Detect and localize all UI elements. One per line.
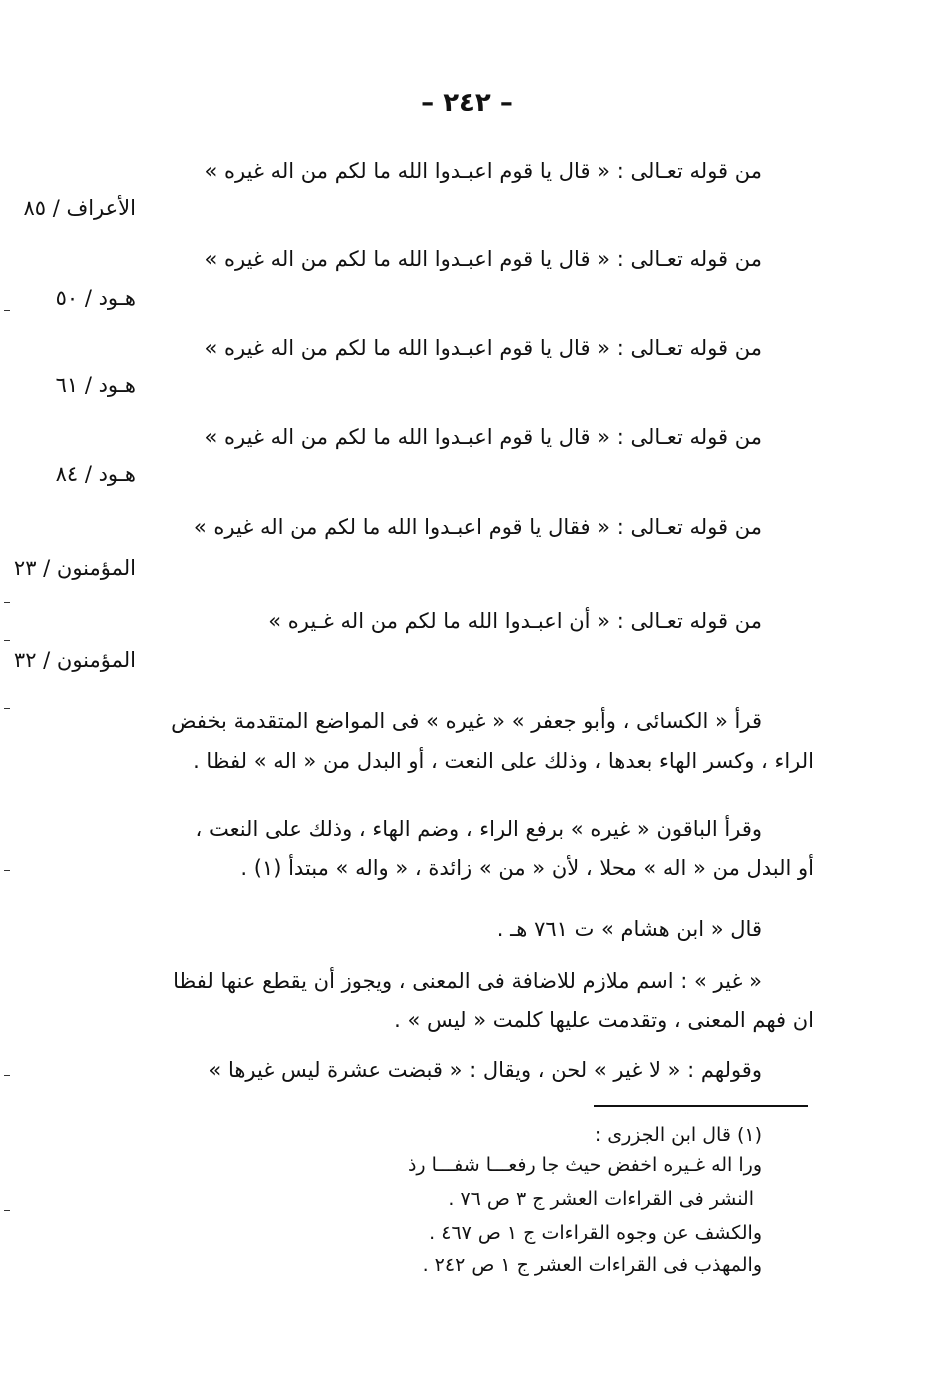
paragraph-3-line-1: قال « ابن هشام » ت ٧٦١ هـ . xyxy=(496,917,762,941)
verse-line-5: من قوله تعـالى : « فقال يا قوم اعبـدوا الله ما لكم من اله غيره » xyxy=(193,515,762,539)
paragraph-2-line-1: وقرأ الباقون « غيره » برفع الراء ، وضم الهاء ، وذلك على النعت ، xyxy=(195,817,762,841)
paragraph-1-line-2: الراء ، وكسر الهاء بعدها ، وذلك على النعت ، أو البدل من « اله » لفظا . xyxy=(193,749,814,773)
paragraph-2-line-2: أو البدل من « اله » محلا ، لأن « من » زائدة ، « واله » مبتدأ (١) . xyxy=(240,856,814,880)
scan-edge-mark xyxy=(4,1075,10,1076)
page-number: – ٢٤٢ – xyxy=(421,88,513,118)
verse-reference-6: المؤمنون / ٣٢ xyxy=(13,648,136,672)
verse-reference-4: هـود / ٨٤ xyxy=(55,462,136,486)
footnote-1-heading: (١) قال ابن الجزرى : xyxy=(594,1124,762,1146)
paragraph-5-line-1: وقولهم : « لا غير » لحن ، ويقال : « قبضت عشرة ليس غيرها » xyxy=(208,1058,762,1082)
verse-reference-1: الأعراف / ٨٥ xyxy=(23,196,136,220)
paragraph-4-line-1: « غير » : اسم ملازم للاضافة فى المعنى ، ويجوز أن يقطع عنها لفظا xyxy=(173,969,762,993)
verse-line-6: من قوله تعـالى : « أن اعبـدوا الله ما لكم من اله غـيره » xyxy=(268,609,762,633)
footnote-poem-line: ورا اله غـيره اخفض حيث جا رفعـــا شفـــا رذ xyxy=(407,1154,762,1176)
footnote-source-1: النشر فى القراءات العشر ج ٣ ص ٧٦ . xyxy=(448,1188,754,1210)
verse-line-1: من قوله تعـالى : « قال يا قوم اعبـدوا الله ما لكم من اله غيره » xyxy=(204,159,762,183)
footnote-separator xyxy=(594,1105,808,1107)
verse-line-2: من قوله تعـالى : « قال يا قوم اعبـدوا الله ما لكم من اله غيره » xyxy=(204,247,762,271)
paragraph-4-line-2: ان فهم المعنى ، وتقدمت عليها كلمت « ليس » . xyxy=(394,1008,814,1032)
footnote-source-3: والمهذب فى القراءات العشر ج ١ ص ٢٤٢ . xyxy=(422,1254,762,1276)
verse-line-4: من قوله تعـالى : « قال يا قوم اعبـدوا الله ما لكم من اله غيره » xyxy=(204,425,762,449)
footnote-source-2: والكشف عن وجوه القراءات ج ١ ص ٤٦٧ . xyxy=(429,1222,762,1244)
scan-edge-mark xyxy=(4,310,10,311)
scan-edge-mark xyxy=(4,1210,10,1211)
verse-reference-5: المؤمنون / ٢٣ xyxy=(13,556,136,580)
paragraph-1-line-1: قرأ « الكسائى ، وأبو جعفر » « غيره » فى المواضع المتقدمة بخفض xyxy=(171,709,762,733)
verse-line-3: من قوله تعـالى : « قال يا قوم اعبـدوا الله ما لكم من اله غيره » xyxy=(204,336,762,360)
verse-reference-2: هـود / ٥٠ xyxy=(55,286,136,310)
scan-edge-mark xyxy=(4,602,10,603)
scan-edge-mark xyxy=(4,640,10,641)
scan-edge-mark xyxy=(4,708,10,709)
verse-reference-3: هـود / ٦١ xyxy=(55,373,136,397)
scan-edge-mark xyxy=(4,870,10,871)
